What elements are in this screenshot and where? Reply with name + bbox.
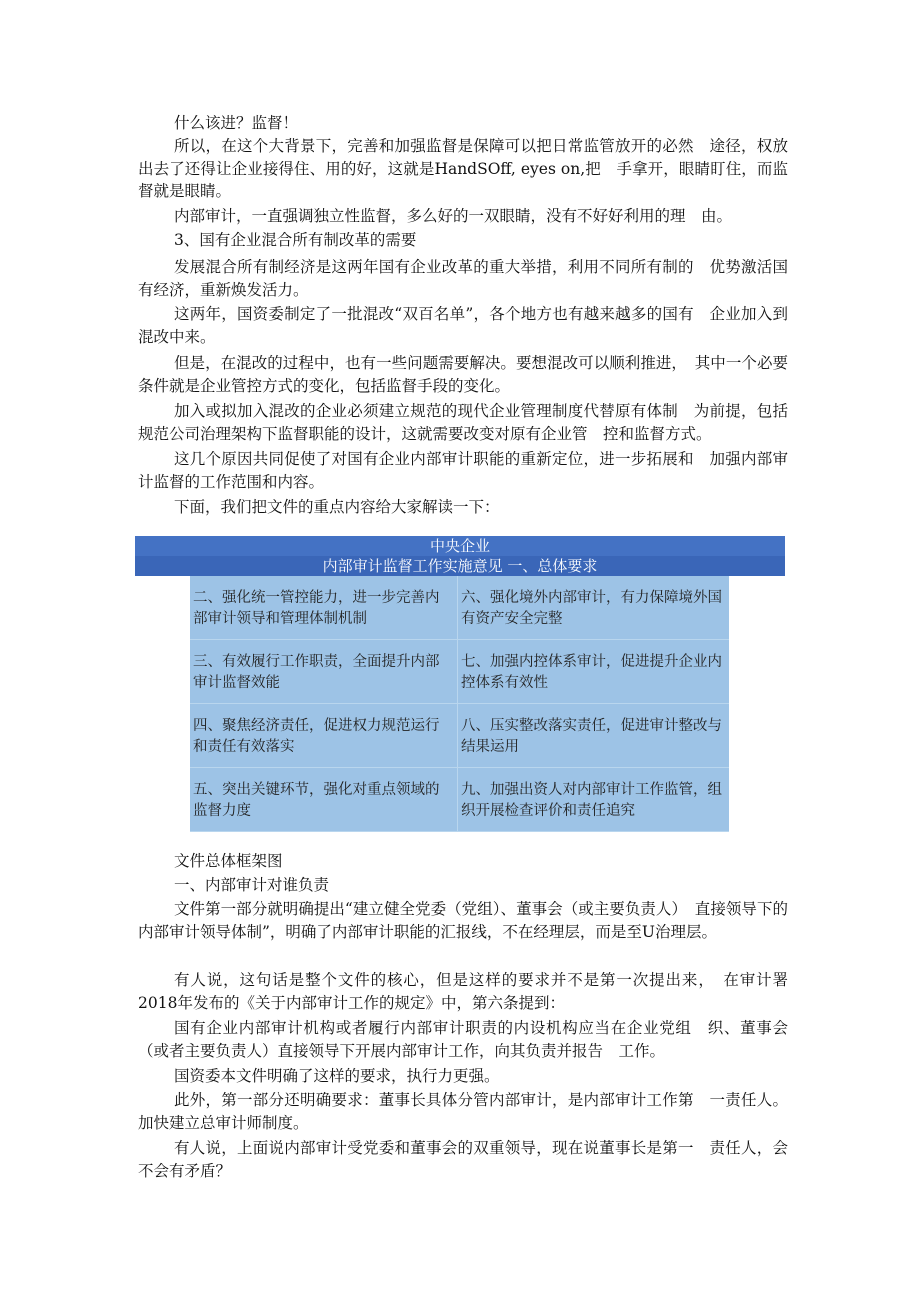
paragraph: 什么该进？监督！ [174, 114, 299, 132]
figure-caption: 文件总体框架图 [174, 852, 283, 870]
paragraph: 内部审计，一直强调独立性监督，多么好的一双眼睛，没有不好好利用的理 由。 [174, 207, 733, 225]
framework-cell: 九、加强出资人对内部审计工作监管，组织开展检查评价和责任追究 [458, 768, 729, 832]
paragraph: 发展混合所有制经济是这两年国有企业改革的重大举措，利用不同所有制的 优势激活国有经济，重新焕发活力。 [138, 258, 788, 299]
paragraph: 国有企业内部审计机构或者履行内部审计职责的内设机构应当在企业党组 织、董事会（或者主要负责人）直接领导下开展内部审计工作，向其负责并报告 工作。 [138, 1019, 788, 1060]
section-heading: 3、国有企业混合所有制改革的需要 [174, 231, 417, 249]
framework-cell: 三、有效履行工作职责，全面提升内部审计监督效能 [190, 640, 458, 704]
figure-header-line1: 中央企业 [429, 537, 490, 555]
paragraph: 下面，我们把文件的重点内容给大家解读一下： [174, 498, 500, 516]
framework-cell: 八、压实整改落实责任，促进审计整改与结果运用 [458, 704, 729, 768]
paragraph: 加入或拟加入混改的企业必须建立规范的现代企业管理制度代替原有体制 为前提，包括规范公司治理架构下监督职能的设计，这就需要改变对原有企业管 控和监督方式。 [138, 402, 788, 443]
paragraph: 国资委本文件明确了这样的要求，执行力更强。 [174, 1067, 500, 1085]
paragraph: 这几个原因共同促使了对国有企业内部审计职能的重新定位，进一步拓展和 加强内部审计监督的工作范围和内容。 [138, 450, 788, 491]
paragraph: 所以，在这个大背景下，完善和加强监督是保障可以把日常监管放开的必然 途径，权放出去了还得让企业接得住、用的好，这就是HandSOff, eyes on,把 手拿开，眼睛盯住，而监督就是眼睛。 [138, 137, 788, 200]
framework-cell: 五、突出关键环节，强化对重点领域的监督力度 [190, 768, 458, 832]
framework-cell: 四、聚焦经济责任，促进权力规范运行和责任有效落实 [190, 704, 458, 768]
paragraph: 有人说，上面说内部审计受党委和董事会的双重领导，现在说董事长是第一 责任人，会不会有矛盾？ [138, 1139, 788, 1180]
framework-cell: 二、强化统一管控能力，进一步完善内部审计领导和管理体制机制 [190, 576, 458, 640]
figure-header-line2: 内部审计监督工作实施意见 一、总体要求 [135, 556, 785, 576]
framework-figure [135, 536, 785, 832]
paragraph: 但是，在混改的过程中，也有一些问题需要解决。要想混改可以顺利推进， 其中一个必要条件就是企业管控方式的变化，包括监督手段的变化。 [138, 354, 788, 395]
paragraph: 有人说，这句话是整个文件的核心，但是这样的要求并不是第一次提出来， 在审计署2018年发布的《关于内部审计工作的规定》中，第六条提到： [138, 971, 788, 1012]
paragraph: 此外，第一部分还明确要求：董事长具体分管内部审计，是内部审计工作第 一责任人。加快建立总审计师制度。 [138, 1091, 788, 1132]
figure-header [135, 536, 785, 576]
paragraph: 文件第一部分就明确提出“建立健全党委（党组）、董事会（或主要负责人） 直接领导下的内部审计领导体制”，明确了内部审计职能的汇报线，不在经理层，而是至U治理层。 [138, 900, 788, 941]
framework-cell: 七、加强内控体系审计，促进提升企业内控体系有效性 [458, 640, 729, 704]
paragraph: 这两年，国资委制定了一批混改“双百名单”，各个地方也有越来越多的国有 企业加入到混改中来。 [138, 305, 788, 346]
figure-grid [190, 576, 729, 832]
framework-cell: 六、强化境外内部审计，有力保障境外国有资产安全完整 [458, 576, 729, 640]
section-heading: 一、内部审计对谁负责 [174, 876, 330, 894]
